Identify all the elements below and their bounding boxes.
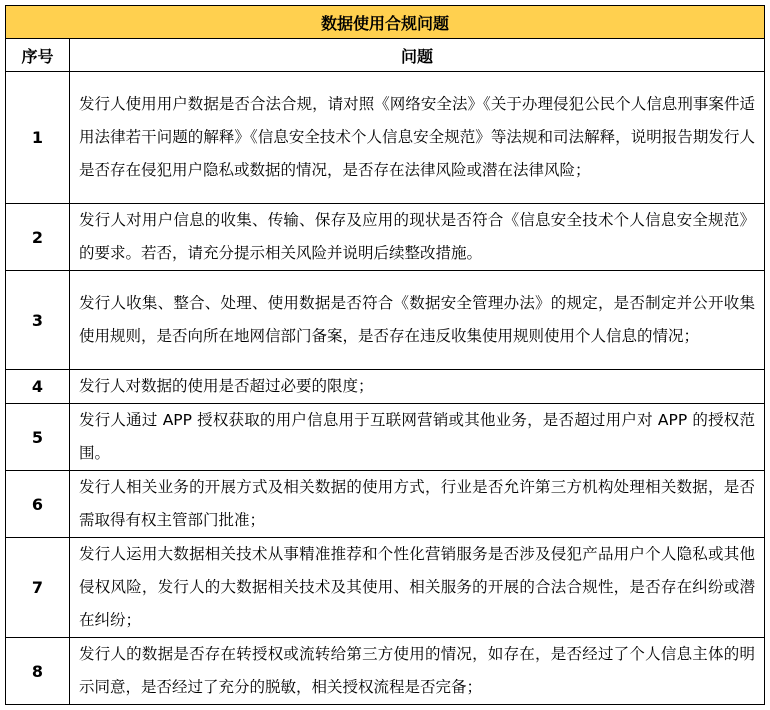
table-row: [6, 271, 765, 370]
table-row: [6, 471, 765, 538]
row-num: 4: [6, 370, 70, 404]
header-question: 问题: [70, 39, 765, 72]
row-question: 发行人收集、整合、处理、使用数据是否符合《数据安全管理办法》的规定，是否制定并公开收集使用规则，是否向所在地网信部门备案，是否存在违反收集使用规则使用个人信息的情况；: [70, 271, 765, 370]
compliance-table: [5, 5, 765, 705]
row-num: 1: [6, 72, 70, 204]
row-question: 发行人对数据的使用是否超过必要的限度；: [70, 370, 765, 404]
table-row: [6, 72, 765, 204]
table-row: [6, 404, 765, 471]
table-row: [6, 638, 765, 705]
row-num: 8: [6, 638, 70, 705]
row-question: 发行人运用大数据相关技术从事精准推荐和个性化营销服务是否涉及侵犯产品用户个人隐私或其他侵权风险，发行人的大数据相关技术及其使用、相关服务的开展的合法合规性，是否存在纠纷或潜在纠纷；: [70, 538, 765, 638]
table-title: 数据使用合规问题: [6, 6, 765, 39]
table-row: [6, 204, 765, 271]
header-row: [6, 39, 765, 72]
row-num: 6: [6, 471, 70, 538]
table-row: [6, 370, 765, 404]
row-question: 发行人的数据是否存在转授权或流转给第三方使用的情况，如存在，是否经过了个人信息主体的明示同意，是否经过了充分的脱敏，相关授权流程是否完备；: [70, 638, 765, 705]
title-row: [6, 6, 765, 39]
row-num: 7: [6, 538, 70, 638]
row-question: 发行人对用户信息的收集、传输、保存及应用的现状是否符合《信息安全技术个人信息安全规范》的要求。若否，请充分提示相关风险并说明后续整改措施。: [70, 204, 765, 271]
row-num: 3: [6, 271, 70, 370]
header-num: 序号: [6, 39, 70, 72]
table-row: [6, 538, 765, 638]
row-question: 发行人使用用户数据是否合法合规，请对照《网络安全法》《关于办理侵犯公民个人信息刑事案件适用法律若干问题的解释》《信息安全技术个人信息安全规范》等法规和司法解释，说明报告期发行人是否存在侵犯用户隐私或数据的情况，是否存在法律风险或潜在法律风险；: [70, 72, 765, 204]
row-num: 5: [6, 404, 70, 471]
row-question: 发行人通过 APP 授权获取的用户信息用于互联网营销或其他业务，是否超过用户对 APP 的授权范围。: [70, 404, 765, 471]
row-num: 2: [6, 204, 70, 271]
row-question: 发行人相关业务的开展方式及相关数据的使用方式，行业是否允许第三方机构处理相关数据，是否需取得有权主管部门批准；: [70, 471, 765, 538]
